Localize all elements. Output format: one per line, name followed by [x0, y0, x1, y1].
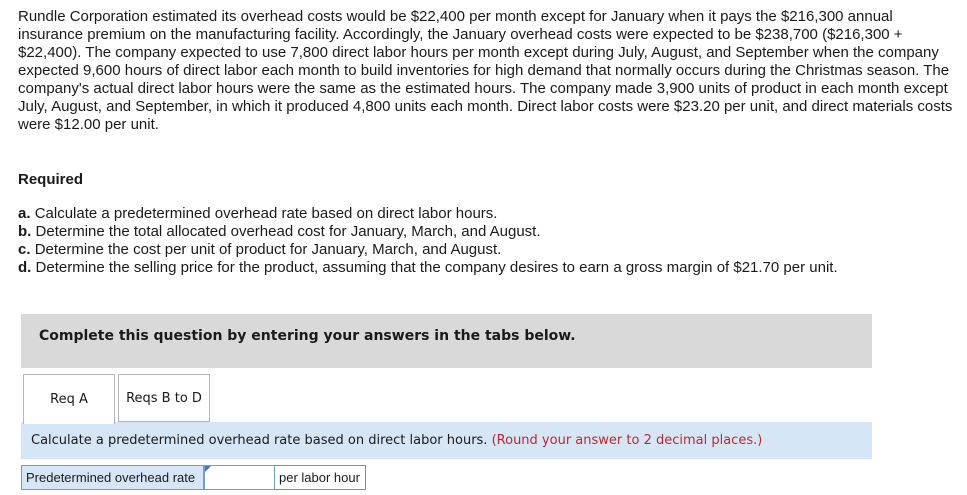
answer-label: Predetermined overhead rate — [21, 465, 204, 490]
prompt-text: Calculate a predetermined overhead rate based on direct labor hours. — [31, 433, 488, 448]
requirement-text: Determine the selling price for the product, assuming that the company desires to earn a gross margin of $21.70 per unit. — [35, 259, 838, 276]
tab-label: Reqs B to D — [126, 390, 202, 406]
required-heading: Required — [18, 171, 84, 188]
requirement-text: Determine the cost per unit of product for January, March, and August. — [34, 241, 502, 258]
answer-unit: per labor hour — [275, 465, 366, 490]
input-corner-marker-icon — [205, 466, 211, 472]
problem-statement: Rundle Corporation estimated its overhead costs would be $22,400 per month except for January when it pays the $216,300 annual insurance premium on the manufacturing facility. Accordingly, the January overhead costs were expected to be $238,700 ($216,300 + $22,400). The company expected to use 7,800 direct labor hours per month except during July, August, and September when the company expected 9,600 hours of direct labor each month to build inventories for high demand that normally occurs during the Christmas season. The company's actual direct labor hours were the same as the estimated hours. The company made 3,900 units of product in each month except July, August, and September, in which it produced 4,800 units each month. Direct labor costs were $23.20 per unit, and direct materials costs were $12.00 per unit. — [18, 8, 953, 133]
requirement-letter: a. — [18, 205, 31, 222]
requirement-text: Calculate a predetermined overhead rate based on direct labor hours. — [34, 205, 498, 222]
instruction-text: Complete this question by entering your answers in the tabs below. — [39, 328, 576, 344]
requirement-c — [18, 241, 953, 259]
rounding-hint: (Round your answer to 2 decimal places.) — [491, 433, 763, 448]
question-panel — [21, 422, 872, 459]
tab-req-a[interactable] — [23, 374, 115, 424]
requirement-letter: d. — [18, 259, 32, 276]
tab-label: Req A — [50, 392, 88, 407]
overhead-rate-input[interactable] — [204, 465, 275, 490]
instruction-bar — [21, 314, 872, 368]
requirement-b — [18, 223, 953, 241]
requirement-letter: c. — [18, 241, 31, 258]
requirement-d — [18, 259, 953, 277]
question-prompt — [31, 433, 762, 448]
requirement-letter: b. — [18, 223, 32, 240]
requirements-list — [18, 205, 953, 277]
requirement-text: Determine the total allocated overhead cost for January, March, and August. — [35, 223, 541, 240]
requirement-a — [18, 205, 953, 223]
tab-reqs-b-to-d[interactable] — [118, 374, 210, 422]
